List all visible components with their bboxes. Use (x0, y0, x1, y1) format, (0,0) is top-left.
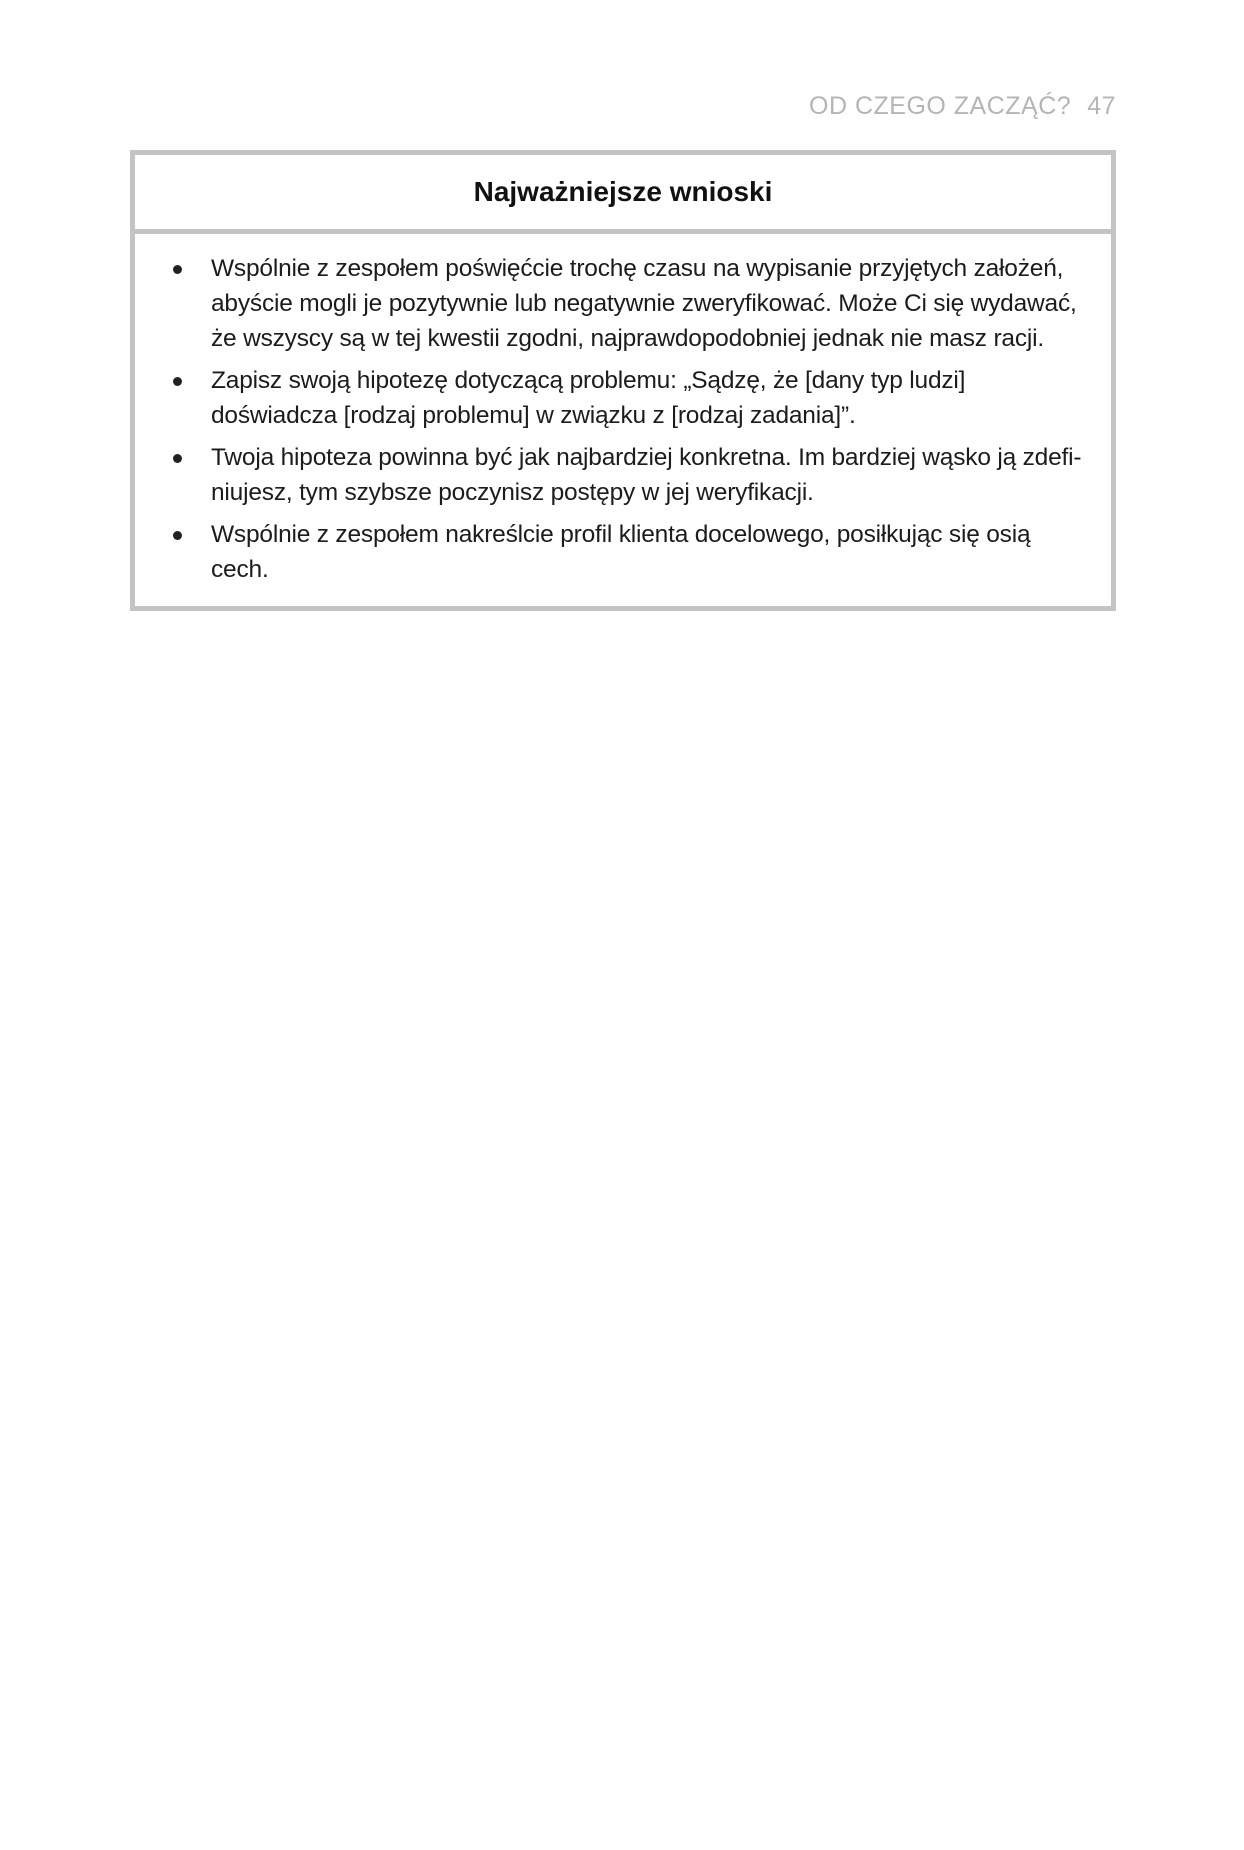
chapter-title: OD CZEGO ZACZĄĆ? (809, 92, 1072, 120)
list-item (155, 251, 1087, 356)
list-item-text: Wspólnie z zespołem nakreślcie profil klienta docelowego, posiłkując się osią cech. (211, 521, 1031, 583)
takeaways-list (135, 234, 1111, 606)
bullet-icon (173, 377, 182, 386)
list-item-text: Twoja hipoteza powinna być jak najbardziej konkretna. Im bardziej wąsko ją zdefiniujesz, tym szybsze poczynisz postępy w jej weryfikacji. (211, 444, 1082, 506)
list-item-text: Zapisz swoją hipotezę dotyczącą problemu: „Sądzę, że [dany typ ludzi] doświadcza [rodzaj problemu] w związku z [rodzaj zadania]”. (211, 367, 966, 429)
box-title: Najważniejsze wnioski (135, 155, 1111, 234)
list-item-text: Wspólnie z zespołem poświęćcie trochę czasu na wypisanie przyjętych założeń, abyście mogli je pozytywnie lub negatywnie zweryfikować. Może Ci się wydawać, że wszyscy są w tej kwestii zgodni, najprawdopodobniej jednak nie masz racji. (211, 255, 1077, 352)
running-header (809, 92, 1116, 121)
bullet-icon (173, 265, 182, 274)
bullet-icon (173, 531, 182, 540)
list-item (155, 517, 1087, 587)
list-item (155, 363, 1087, 433)
key-takeaways-box (130, 150, 1116, 611)
list-item (155, 440, 1087, 510)
page-number: 47 (1087, 92, 1116, 120)
bullet-icon (173, 454, 182, 463)
